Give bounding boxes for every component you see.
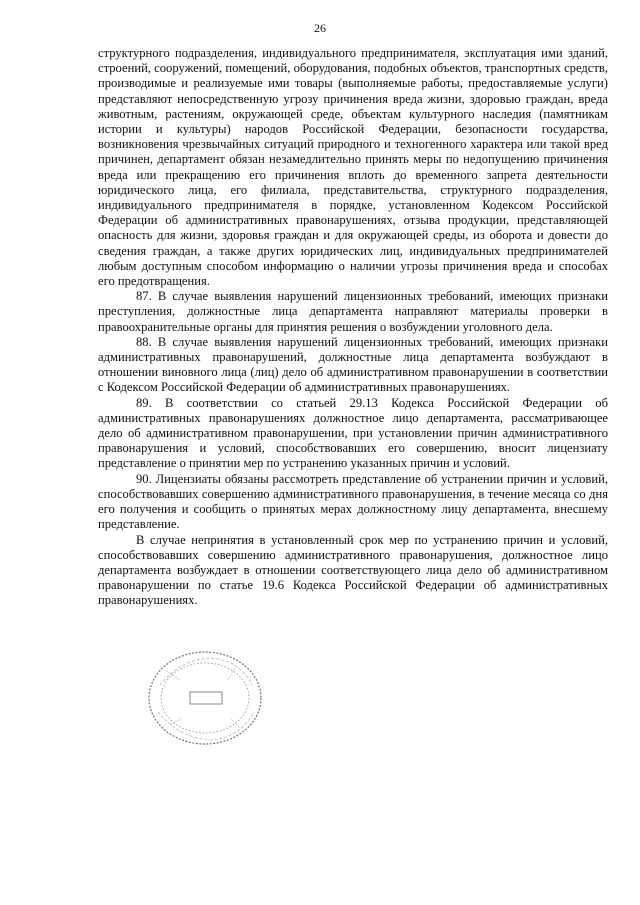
paragraph-88: 88. В случае выявления нарушений лицензионных требований, имеющих признаки административных правонарушений, должностные лица департамента возбуждают в отношении виновного лица (лиц) дело об административном правонарушении в соответствии с Кодексом Российской Федерации об административных правонарушениях. bbox=[98, 334, 608, 395]
page-number: 26 bbox=[314, 21, 326, 35]
paragraph-90: 90. Лицензиаты обязаны рассмотреть представление об устранении причин и условий, способствовавших совершению административного правонарушения, в течение месяца со дня его получения и сообщить о принятых мерах должностному лицу департамента, внесшему представление. bbox=[98, 471, 608, 532]
paragraph-final: В случае непринятия в установленный срок мер по устранению причин и условий, способствовавших совершению административного правонарушения, должностное лицо департамента возбуждает в отношении соответствующего лица дело об административном правонарушении по статье 19.6 Кодекса Российской Федерации об административных правонарушениях. bbox=[98, 532, 608, 608]
official-seal-stamp bbox=[140, 640, 270, 750]
paragraph-87: 87. В случае выявления нарушений лицензионных требований, имеющих признаки преступления, должностные лица департамента направляют материалы проверки в правоохранительные органы для принятия решения о возбуждении уголовного дела. bbox=[98, 289, 608, 334]
document-body bbox=[98, 46, 608, 609]
paragraph-89: 89. В соответствии со статьей 29.13 Кодекса Российской Федерации об административных правонарушениях должностное лицо департамента, рассматривающее дело об административном правонарушении, при установлении причин административного правонарушения и условий, способствовавших его совершению, вносит лицензиату представление о принятии мер по устранению указанных причин и условий. bbox=[98, 395, 608, 471]
paragraph-continuation: структурного подразделения, индивидуального предпринимателя, эксплуатация ими зданий, строений, сооружений, помещений, оборудования, подобных объектов, транспортных средств, производимые и реализуемые ими товары (выполняемые работы, предоставляемые услуги) представляют непосредственную угрозу причинения вреда жизни, здоровью граждан, вреда животным, растениям, окружающей среде, объектам культурного наследия (памятникам истории и культуры) народов Российской Федерации, безопасности государства, возникновения чрезвычайных ситуаций природного и техногенного характера или такой вред причинен, департамент обязан незамедлительно принять меры по недопущению причинения вреда или прекращению его причинения вплоть до временного запрета деятельности юридического лица, его филиала, представительства, структурного подразделения, индивидуального предпринимателя в порядке, установленном Кодексом Российской Федерации об административных правонарушениях, отзыва продукции, представляющей опасность для жизни, здоровья граждан и для окружающей среды, из оборота и довести до сведения граждан, а также других юридических лиц, индивидуальных предпринимателей любым доступным способом информацию о наличии угрозы причинения вреда и способах его предотвращения. bbox=[98, 46, 608, 289]
